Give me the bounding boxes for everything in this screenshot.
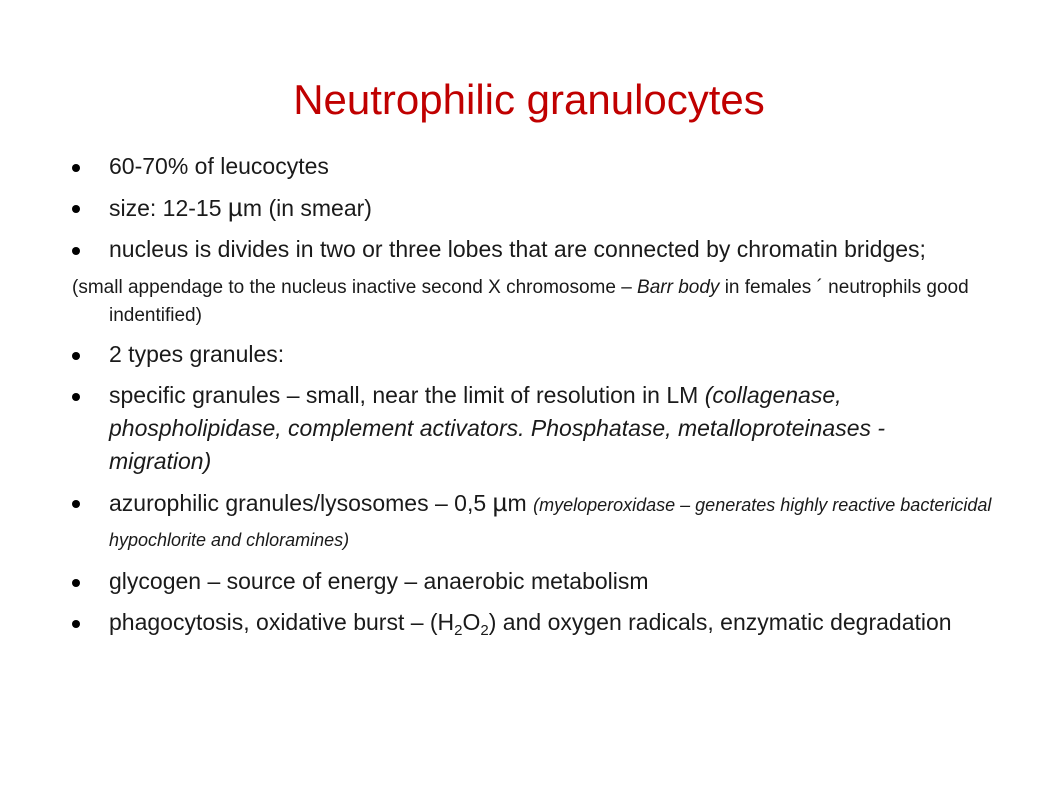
item-text: glycogen – source of energy – anaerobic metabolism	[109, 568, 649, 594]
list-item	[72, 486, 992, 557]
bullet-dot-icon	[72, 247, 80, 255]
slide-title: Neutrophilic granulocytes	[293, 76, 765, 123]
list-item	[72, 338, 992, 371]
bullet-dot-icon	[72, 579, 80, 587]
item-text: 60-70% of leucocytes	[109, 153, 329, 179]
item-italic-text: (collagenase, phospholipidase, complement activators. Phosphatase, metalloproteinases - migration)	[109, 382, 886, 474]
list-item	[72, 150, 992, 183]
item-text: specific granules – small, near the limit of resolution in LM	[109, 382, 705, 408]
subscript: 2	[454, 622, 463, 639]
note-item	[72, 274, 992, 330]
item-small-italic-text: (myeloperoxidase – generates highly reactive bactericidal hypochlorite and chloramines)	[109, 495, 992, 550]
bullet-dot-icon	[72, 352, 80, 360]
list-item	[72, 565, 992, 598]
micro-symbol: µ	[492, 487, 508, 517]
bullet-dot-icon	[72, 620, 80, 628]
item-text: ) and oxygen radicals, enzymatic degradation	[488, 609, 952, 635]
note-text: (small appendage to the nucleus inactive second X chromosome –	[72, 277, 638, 298]
item-text: 2 types granules:	[109, 341, 285, 367]
list-item	[72, 233, 992, 266]
subscript: 2	[480, 622, 489, 639]
bullet-dot-icon	[72, 205, 80, 213]
note-italic-text: Barr body	[637, 277, 720, 298]
item-text: m	[507, 490, 534, 516]
list-item	[72, 606, 992, 639]
bullet-dot-icon	[72, 393, 80, 401]
item-text: nucleus is divides in two or three lobes that are connected by chromatin bridges;	[109, 236, 926, 262]
list-item	[72, 379, 992, 478]
item-text: azurophilic granules/lysosomes – 0,5	[109, 490, 493, 516]
bullet-list	[72, 150, 992, 647]
note-text: in females ´ neutrophils good indentified)	[109, 277, 969, 326]
bullet-dot-icon	[72, 164, 80, 172]
item-text: O	[462, 609, 481, 635]
item-text: phagocytosis, oxidative burst – (H	[109, 609, 455, 635]
micro-symbol: µ	[227, 192, 243, 222]
item-text: size: 12-15	[109, 195, 228, 221]
item-text: m (in smear)	[242, 195, 372, 221]
list-item	[72, 191, 992, 225]
bullet-dot-icon	[72, 500, 80, 508]
